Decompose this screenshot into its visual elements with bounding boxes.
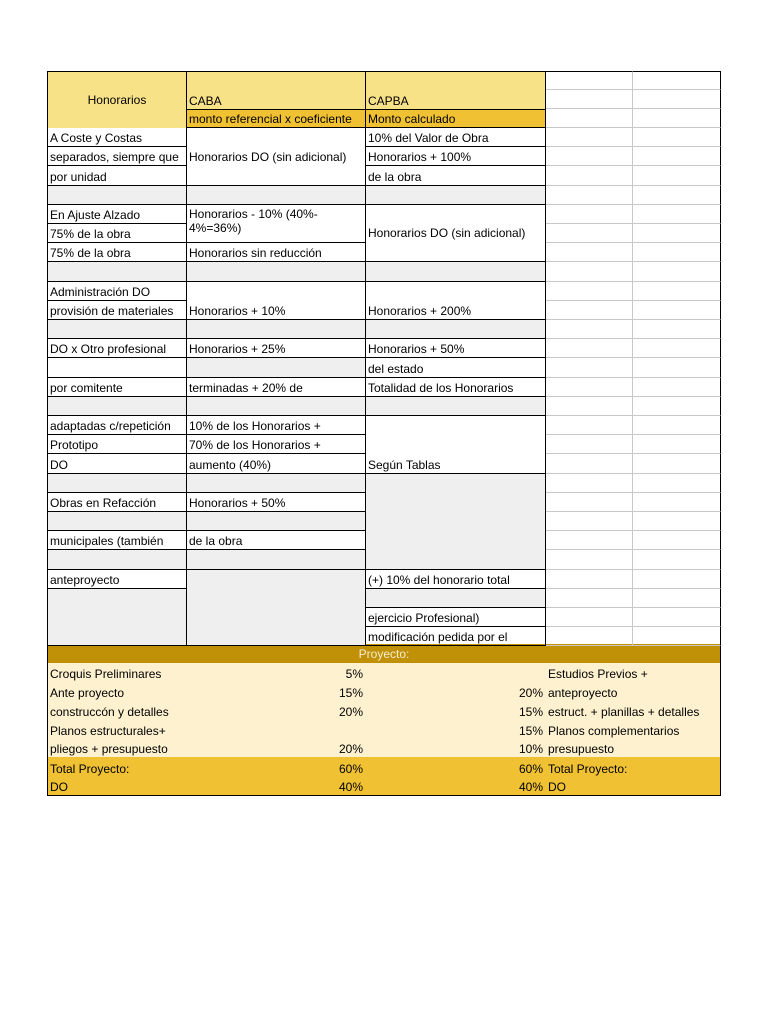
col-e-row-21[interactable]: [546, 512, 633, 531]
col-b-row-17[interactable]: [187, 435, 366, 454]
col-b-row-20-text: Honorarios + 50%: [189, 496, 286, 510]
col-e-row-14[interactable]: [546, 378, 633, 397]
col-b-row-7[interactable]: [187, 243, 366, 262]
col-a-row-9[interactable]: [47, 282, 187, 301]
col-b-row-14[interactable]: [187, 378, 366, 397]
col-a-row-18-text: DO: [50, 458, 68, 472]
proyecto-label-2[interactable]: [47, 682, 187, 701]
col-f-row-16[interactable]: [633, 416, 721, 435]
col-e-header-3[interactable]: [546, 109, 633, 128]
proyecto-capba-4-text: 15%: [518, 724, 543, 738]
col-a-row-5[interactable]: [47, 205, 187, 224]
col-c-row-16-text: Según Tablas: [368, 458, 441, 472]
col-e-row-25[interactable]: [546, 589, 633, 608]
col-a-row-13[interactable]: [47, 358, 187, 378]
col-e-row-4[interactable]: [546, 186, 633, 205]
proyecto-caba-1[interactable]: [187, 663, 366, 682]
proyecto-do-caba-text: 40%: [338, 780, 363, 794]
col-f-row-13[interactable]: [633, 358, 721, 378]
col-f-row-24[interactable]: [633, 570, 721, 589]
col-a-row-25[interactable]: [47, 589, 187, 646]
col-e-row-1[interactable]: [546, 128, 633, 147]
col-b-row-23[interactable]: [187, 550, 366, 570]
proyecto-caba-3[interactable]: [187, 701, 366, 720]
proyecto-do-right[interactable]: [546, 777, 721, 796]
col-a-row-22-text: municipales (también: [50, 534, 164, 548]
col-c-row-12[interactable]: [366, 339, 546, 358]
col-b-row-13[interactable]: [187, 358, 366, 378]
col-c-row-4[interactable]: [366, 186, 546, 205]
proyecto-capba-1[interactable]: [366, 663, 546, 682]
col-f-header-1[interactable]: [633, 71, 721, 90]
col-b-row-5[interactable]: [187, 205, 366, 243]
col-a-row-24-text: anteproyecto: [50, 573, 120, 587]
col-a-row-12-text: DO x Otro profesional: [50, 342, 167, 356]
col-a-row-1-text: A Coste y Costas: [50, 131, 143, 145]
col-f-row-6[interactable]: [633, 224, 721, 243]
col-c-row-1[interactable]: [366, 128, 546, 147]
col-c-row-9-text: Honorarios + 200%: [368, 304, 472, 318]
proyecto-capba-3[interactable]: [366, 701, 546, 720]
proyecto-caba-5-text: 20%: [338, 742, 363, 756]
col-e-row-10[interactable]: [546, 301, 633, 320]
proyecto-do-label[interactable]: [47, 777, 187, 796]
col-e-row-24[interactable]: [546, 570, 633, 589]
col-e-row-20[interactable]: [546, 493, 633, 512]
col-a-row-14[interactable]: [47, 378, 187, 397]
col-b-row-5-text: Honorarios - 10% (40%- 4%=36%): [189, 207, 318, 235]
col-b-row-12-text: Honorarios + 25%: [189, 342, 286, 356]
col-f-row-27[interactable]: [633, 627, 721, 646]
col-e-header-1[interactable]: [546, 71, 633, 90]
col-b-row-11[interactable]: [187, 320, 366, 339]
col-f-row-26[interactable]: [633, 608, 721, 627]
proyecto-label-3-text: construccón y detalles: [50, 705, 169, 719]
proyecto-right-2[interactable]: [546, 682, 721, 701]
proyecto-right-4-text: Planos complementarios: [548, 724, 680, 738]
col-c-row-9[interactable]: [366, 282, 546, 320]
proyecto-caba-2-text: 15%: [338, 686, 363, 700]
col-a-row-10-text: provisión de materiales: [50, 304, 174, 318]
proyecto-total-capba-text: 60%: [518, 762, 543, 776]
header-caba-sub-text: monto referencial x coeficiente: [189, 112, 352, 126]
col-f-row-12[interactable]: [633, 339, 721, 358]
proyecto-label-5-text: pliegos + presupuesto: [50, 742, 168, 756]
proyecto-total-caba-text: 60%: [338, 762, 363, 776]
col-a-row-20-text: Obras en Refacción: [50, 496, 157, 510]
col-b-row-1[interactable]: [187, 128, 366, 186]
col-f-header-2[interactable]: [633, 90, 721, 109]
proyecto-label-1-text: Croquis Preliminares: [50, 667, 162, 681]
col-e-row-7[interactable]: [546, 243, 633, 262]
col-a-row-6[interactable]: [47, 224, 187, 243]
col-b-row-16-text: 10% de los Honorarios +: [189, 419, 321, 433]
col-e-row-15[interactable]: [546, 397, 633, 416]
col-e-header-2[interactable]: [546, 90, 633, 109]
col-e-row-3[interactable]: [546, 166, 633, 186]
proyecto-total-right[interactable]: [546, 757, 721, 777]
col-a-row-2-text: separados, siempre que: [50, 150, 179, 164]
col-a-row-17-text: Prototipo: [50, 438, 99, 452]
proyecto-caba-1-text: 5%: [345, 667, 363, 681]
col-e-row-23[interactable]: [546, 550, 633, 570]
proyecto-label-4[interactable]: [47, 720, 187, 739]
col-a-row-2[interactable]: [47, 147, 187, 166]
proyecto-right-1-text: Estudios Previos +: [548, 667, 648, 681]
col-c-row-24-text: (+) 10% del honorario total: [368, 573, 510, 587]
col-e-row-12[interactable]: [546, 339, 633, 358]
col-c-row-15[interactable]: [366, 397, 546, 416]
col-f-row-1[interactable]: [633, 128, 721, 147]
col-b-row-18-text: aumento (40%): [189, 458, 272, 472]
col-b-row-4[interactable]: [187, 186, 366, 205]
col-e-row-6[interactable]: [546, 224, 633, 243]
proyecto-capba-5-text: 10%: [518, 742, 543, 756]
col-f-row-11[interactable]: [633, 320, 721, 339]
col-a-row-22[interactable]: [47, 531, 187, 550]
col-a-row-3[interactable]: [47, 166, 187, 186]
col-e-row-19[interactable]: [546, 474, 633, 493]
proyecto-right-4[interactable]: [546, 720, 721, 739]
col-f-row-9[interactable]: [633, 282, 721, 301]
col-b-row-7-text: Honorarios sin reducción: [189, 246, 322, 260]
col-b-row-20[interactable]: [187, 493, 366, 512]
proyecto-capba-5[interactable]: [366, 739, 546, 757]
col-c-row-16[interactable]: [366, 416, 546, 474]
proyecto-caba-2[interactable]: [187, 682, 366, 701]
proyecto-caba-4[interactable]: [187, 720, 366, 739]
col-a-row-15[interactable]: [47, 397, 187, 416]
col-c-row-8[interactable]: [366, 262, 546, 282]
col-c-row-3-text: de la obra: [368, 170, 422, 184]
proyecto-total-capba[interactable]: [366, 757, 546, 777]
col-e-row-26[interactable]: [546, 608, 633, 627]
header-honorarios-text: Honorarios: [87, 93, 147, 107]
col-f-row-2[interactable]: [633, 147, 721, 166]
header-honorarios[interactable]: [47, 71, 187, 128]
col-a-row-4[interactable]: [47, 186, 187, 205]
col-a-row-6-text: 75% de la obra: [50, 227, 131, 241]
proyecto-caba-3-text: 20%: [338, 705, 363, 719]
proyecto-band[interactable]: [47, 644, 721, 663]
proyecto-do-label-text: DO: [50, 780, 68, 794]
header-capba[interactable]: [366, 71, 546, 109]
col-a-row-19[interactable]: [47, 474, 187, 493]
col-b-row-17-text: 70% de los Honorarios +: [189, 438, 321, 452]
col-f-row-4[interactable]: [633, 186, 721, 205]
col-b-row-15[interactable]: [187, 397, 366, 416]
col-f-row-18[interactable]: [633, 454, 721, 474]
col-a-row-24[interactable]: [47, 570, 187, 589]
col-b-row-16[interactable]: [187, 416, 366, 435]
col-b-row-1-text: Honorarios DO (sin adicional): [189, 149, 347, 164]
col-c-row-26-text: ejercicio Profesional): [368, 611, 480, 625]
col-c-row-26[interactable]: [366, 608, 546, 627]
col-f-row-22[interactable]: [633, 531, 721, 550]
col-c-row-19[interactable]: [366, 474, 546, 570]
col-f-header-3[interactable]: [633, 109, 721, 128]
proyecto-right-1[interactable]: [546, 663, 721, 682]
col-f-row-10[interactable]: [633, 301, 721, 320]
col-e-row-13[interactable]: [546, 358, 633, 378]
col-a-row-11[interactable]: [47, 320, 187, 339]
header-caba-sub[interactable]: [187, 109, 366, 128]
col-b-row-12[interactable]: [187, 339, 366, 358]
proyecto-right-5-text: presupuesto: [548, 742, 615, 756]
col-c-row-3[interactable]: [366, 166, 546, 186]
header-capba-sub-text: Monto calculado: [368, 112, 456, 126]
proyecto-caba-5[interactable]: [187, 739, 366, 757]
proyecto-label-1[interactable]: [47, 663, 187, 682]
proyecto-label-5[interactable]: [47, 739, 187, 757]
col-b-row-14-text: terminadas + 20% de: [189, 381, 303, 395]
proyecto-do-capba[interactable]: [366, 777, 546, 796]
col-b-row-18[interactable]: [187, 454, 366, 474]
col-a-row-14-text: por comitente: [50, 381, 123, 395]
col-f-row-3[interactable]: [633, 166, 721, 186]
col-e-row-2[interactable]: [546, 147, 633, 166]
col-a-row-5-text: En Ajuste Alzado: [50, 208, 141, 222]
col-e-row-9[interactable]: [546, 282, 633, 301]
col-a-row-10[interactable]: [47, 301, 187, 320]
col-a-row-7-text: 75% de la obra: [50, 246, 131, 260]
col-a-row-12[interactable]: [47, 339, 187, 358]
col-e-row-18[interactable]: [546, 454, 633, 474]
proyecto-right-2-text: anteproyecto: [548, 686, 618, 700]
proyecto-label-2-text: Ante proyecto: [50, 686, 125, 700]
col-c-row-12-text: Honorarios + 50%: [368, 342, 465, 356]
col-a-row-17[interactable]: [47, 435, 187, 454]
col-c-row-5-text: Honorarios DO (sin adicional): [368, 226, 526, 240]
col-b-row-22[interactable]: [187, 531, 366, 550]
col-a-row-9-text: Administración DO: [50, 285, 151, 299]
header-caba-text: CABA: [189, 94, 222, 108]
col-f-row-15[interactable]: [633, 397, 721, 416]
col-f-row-23[interactable]: [633, 550, 721, 570]
col-c-row-13-text: del estado: [368, 362, 424, 376]
proyecto-total-caba[interactable]: [187, 757, 366, 777]
col-a-row-18[interactable]: [47, 454, 187, 474]
col-c-row-14-text: Totalidad de los Honorarios: [368, 381, 514, 395]
proyecto-do-caba[interactable]: [187, 777, 366, 796]
col-a-row-23[interactable]: [47, 550, 187, 570]
col-b-row-19[interactable]: [187, 474, 366, 493]
col-e-row-8[interactable]: [546, 262, 633, 282]
col-c-row-13[interactable]: [366, 358, 546, 378]
col-a-row-8[interactable]: [47, 262, 187, 282]
proyecto-total-label-text: Total Proyecto:: [50, 762, 130, 776]
col-c-row-27[interactable]: [366, 627, 546, 646]
proyecto-total-right-text: Total Proyecto:: [548, 762, 628, 776]
col-e-row-16[interactable]: [546, 416, 633, 435]
proyecto-right-5[interactable]: [546, 739, 721, 757]
col-c-row-11[interactable]: [366, 320, 546, 339]
proyecto-do-capba-text: 40%: [518, 780, 543, 794]
col-f-row-14[interactable]: [633, 378, 721, 397]
proyecto-capba-2-text: 20%: [518, 686, 543, 700]
col-f-row-19[interactable]: [633, 474, 721, 493]
proyecto-do-right-text: DO: [548, 780, 566, 794]
col-a-row-7[interactable]: [47, 243, 187, 262]
col-c-row-24[interactable]: [366, 570, 546, 589]
col-c-row-2-text: Honorarios + 100%: [368, 150, 472, 164]
col-a-row-21[interactable]: [47, 512, 187, 531]
col-a-row-16-text: adaptadas c/repetición: [50, 419, 171, 433]
col-f-row-25[interactable]: [633, 589, 721, 608]
col-b-row-21[interactable]: [187, 512, 366, 531]
proyecto-title: Proyecto:: [358, 646, 410, 661]
header-caba[interactable]: [187, 71, 366, 109]
proyecto-label-3[interactable]: [47, 701, 187, 720]
col-a-row-20[interactable]: [47, 493, 187, 512]
col-b-row-9-text: Honorarios + 10%: [189, 304, 286, 318]
header-capba-sub[interactable]: [366, 109, 546, 128]
col-a-row-16[interactable]: [47, 416, 187, 435]
col-f-row-21[interactable]: [633, 512, 721, 531]
col-e-row-17[interactable]: [546, 435, 633, 454]
col-f-row-17[interactable]: [633, 435, 721, 454]
proyecto-capba-4[interactable]: [366, 720, 546, 739]
col-c-row-1-text: 10% del Valor de Obra: [368, 131, 489, 145]
proyecto-total-label[interactable]: [47, 757, 187, 777]
col-a-row-1[interactable]: [47, 128, 187, 147]
proyecto-capba-2[interactable]: [366, 682, 546, 701]
col-f-row-8[interactable]: [633, 262, 721, 282]
col-f-row-7[interactable]: [633, 243, 721, 262]
col-c-row-25[interactable]: [366, 589, 546, 608]
col-b-row-8[interactable]: [187, 262, 366, 282]
col-c-row-14[interactable]: [366, 378, 546, 397]
col-c-row-2[interactable]: [366, 147, 546, 166]
col-f-row-5[interactable]: [633, 205, 721, 224]
col-a-row-3-text: por unidad: [50, 170, 107, 184]
col-c-row-5[interactable]: [366, 205, 546, 262]
col-e-row-27[interactable]: [546, 627, 633, 646]
col-e-row-22[interactable]: [546, 531, 633, 550]
proyecto-label-4-text: Planos estructurales+: [50, 724, 166, 738]
col-b-row-9[interactable]: [187, 282, 366, 320]
proyecto-capba-3-text: 15%: [518, 705, 543, 719]
col-e-row-11[interactable]: [546, 320, 633, 339]
proyecto-right-3[interactable]: [546, 701, 721, 720]
col-f-row-20[interactable]: [633, 493, 721, 512]
header-capba-text: CAPBA: [368, 94, 409, 108]
col-e-row-5[interactable]: [546, 205, 633, 224]
col-b-row-24[interactable]: [187, 570, 366, 646]
col-c-row-27-text: modificación pedida por el: [368, 630, 508, 644]
proyecto-right-3-text: estruct. + planillas + detalles: [548, 705, 700, 719]
col-b-row-22-text: de la obra: [189, 534, 243, 548]
